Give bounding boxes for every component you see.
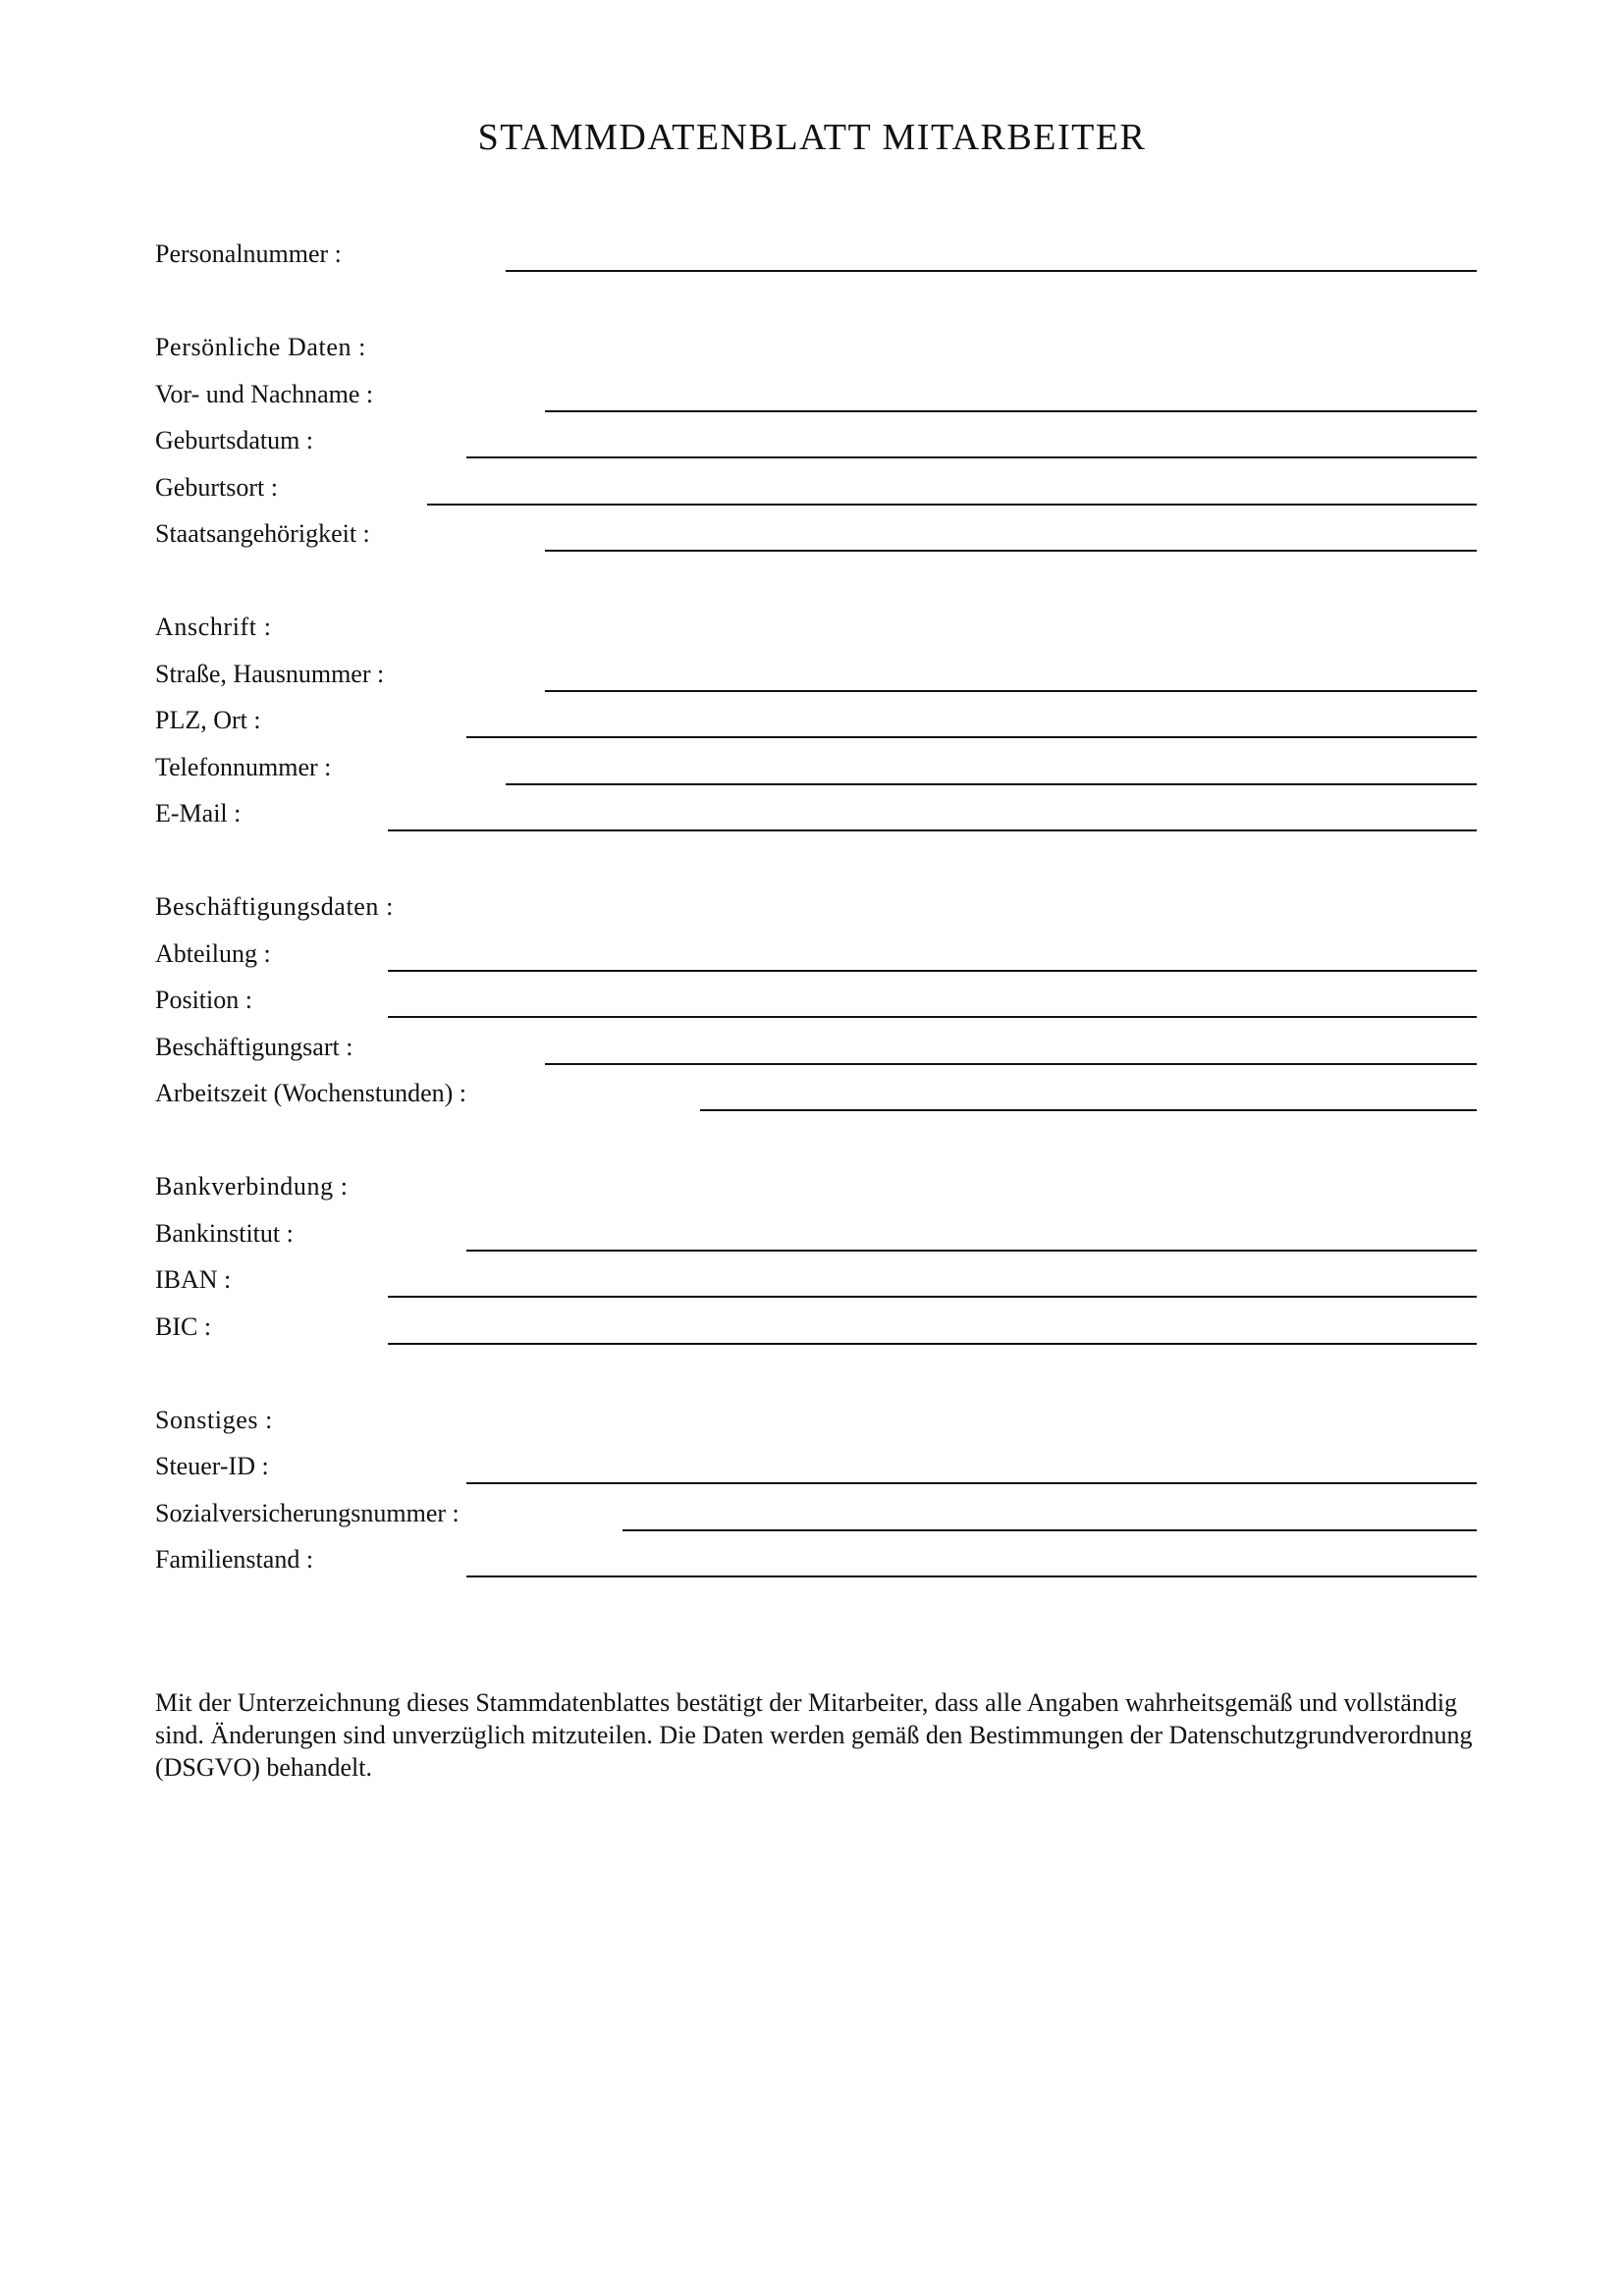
section-heading-sonstiges: Sonstiges : [155, 1406, 274, 1434]
geburtsort-label: Geburtsort : [155, 473, 278, 502]
bic-field[interactable] [388, 1343, 1477, 1345]
geburtsdatum-label: Geburtsdatum : [155, 426, 314, 454]
personalnummer-field[interactable] [506, 270, 1477, 272]
email-label: E-Mail : [155, 799, 242, 828]
abteilung-label: Abteilung : [155, 939, 271, 968]
document-title: STAMMDATENBLATT MITARBEITER [477, 117, 1147, 158]
personalnummer-label: Personalnummer : [155, 240, 342, 268]
declaration-text: Mit der Unterzeichnung dieses Stammdatenblattes bestätigt der Mitarbeiter, dass alle Angaben wahrheitsgemäß und vollständig sind. Änderungen sind unverzüglich mitzuteilen. Die Daten werden gemäß den Bestimmungen der Datenschutzgrundverordnung (DSGVO) behandelt. [155, 1688, 1473, 1782]
name-field[interactable] [545, 410, 1477, 412]
telefon-field[interactable] [506, 783, 1477, 785]
section-heading-anschrift: Anschrift : [155, 613, 272, 641]
telefon-label: Telefonnummer : [155, 753, 332, 781]
iban-field[interactable] [388, 1296, 1477, 1298]
geburtsort-field[interactable] [427, 504, 1477, 506]
familienstand-field[interactable] [466, 1575, 1477, 1577]
sozialversicherungsnummer-field[interactable] [623, 1529, 1477, 1531]
email-field[interactable] [388, 829, 1477, 831]
iban-label: IBAN : [155, 1265, 232, 1294]
beschaeftigungsart-label: Beschäftigungsart : [155, 1033, 353, 1061]
staatsangehoerigkeit-label: Staatsangehörigkeit : [155, 519, 370, 548]
strasse-field[interactable] [545, 690, 1477, 692]
arbeitszeit-field[interactable] [700, 1109, 1477, 1111]
sozialversicherungsnummer-label: Sozialversicherungsnummer : [155, 1499, 460, 1527]
bankinstitut-label: Bankinstitut : [155, 1219, 294, 1248]
steuer-id-field[interactable] [466, 1482, 1477, 1484]
bic-label: BIC : [155, 1312, 212, 1341]
section-heading-bankverbindung: Bankverbindung : [155, 1172, 349, 1201]
steuer-id-label: Steuer-ID : [155, 1452, 269, 1480]
plz-ort-field[interactable] [466, 736, 1477, 738]
position-label: Position : [155, 986, 252, 1014]
abteilung-field[interactable] [388, 970, 1477, 972]
bankinstitut-field[interactable] [466, 1250, 1477, 1252]
strasse-label: Straße, Hausnummer : [155, 660, 385, 688]
section-heading-beschaeftigungsdaten: Beschäftigungsdaten : [155, 892, 394, 921]
staatsangehoerigkeit-field[interactable] [545, 550, 1477, 552]
plz-ort-label: PLZ, Ort : [155, 706, 261, 734]
arbeitszeit-label: Arbeitszeit (Wochenstunden) : [155, 1079, 467, 1107]
familienstand-label: Familienstand : [155, 1545, 314, 1574]
geburtsdatum-field[interactable] [466, 456, 1477, 458]
section-heading-persoenliche-daten: Persönliche Daten : [155, 333, 367, 361]
position-field[interactable] [388, 1016, 1477, 1018]
beschaeftigungsart-field[interactable] [545, 1063, 1477, 1065]
name-label: Vor- und Nachname : [155, 380, 374, 408]
